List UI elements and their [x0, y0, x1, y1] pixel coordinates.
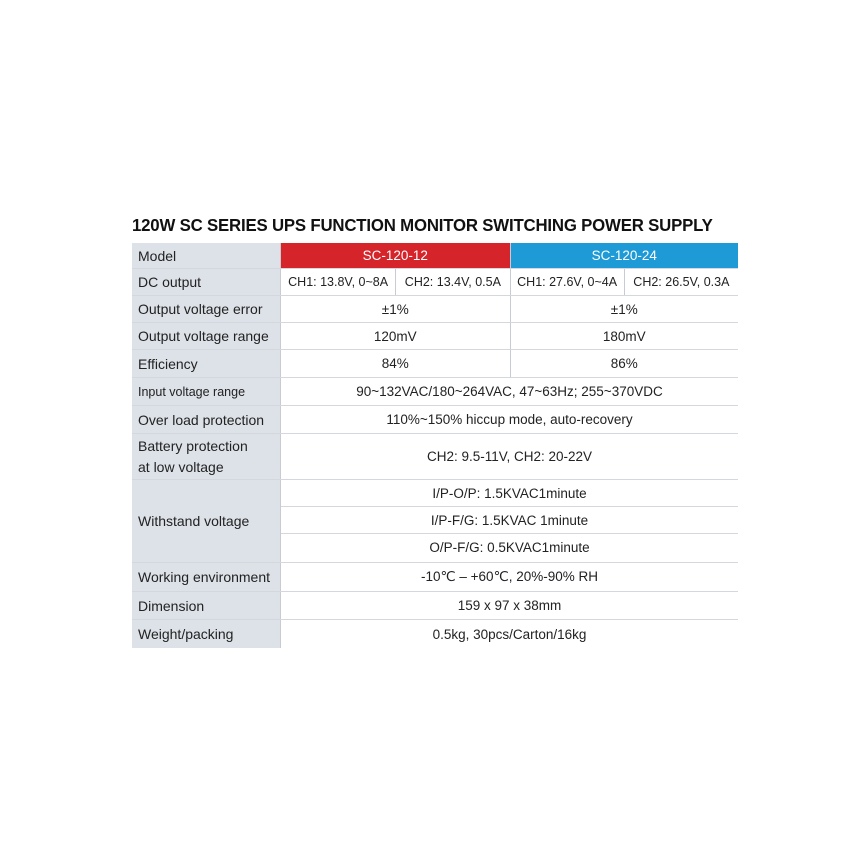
model-sc-120-12-header: SC-120-12	[281, 243, 510, 268]
battery-value: CH2: 9.5-11V, CH2: 20-22V	[426, 449, 593, 464]
efficiency-12: 84%	[381, 356, 409, 371]
table-row-model	[132, 243, 738, 269]
page-title: 120W SC SERIES UPS FUNCTION MONITOR SWITCHING POWER SUPPLY	[132, 215, 713, 235]
row-label-battery-line1: Battery protection	[138, 437, 248, 454]
table-row-weight	[132, 620, 738, 648]
dc-output-12-ch2: CH2: 13.4V, 0.5A	[395, 269, 509, 295]
row-label-battery-line2: at low voltage	[138, 458, 224, 475]
row-label-environment: Working environment	[132, 563, 280, 591]
table-row-withstand	[132, 480, 738, 563]
voltage-range-12: 120mV	[373, 328, 417, 344]
dc-output-24-ch2: CH2: 26.5V, 0.3A	[624, 269, 738, 295]
row-label-dc-output: DC output	[132, 269, 280, 295]
table-row-environment	[132, 563, 738, 592]
spec-table	[132, 243, 738, 648]
table-row-voltage-error	[132, 296, 738, 323]
row-label-voltage-range: Output voltage range	[132, 323, 280, 349]
input-range-value: 90~132VAC/180~264VAC, 47~63Hz; 255~370VDC	[356, 384, 663, 399]
voltage-error-12: ±1%	[381, 301, 409, 317]
row-label-dimension: Dimension	[132, 592, 280, 619]
weight-value: 0.5kg, 30pcs/Carton/16kg	[432, 626, 587, 642]
withstand-value-ip-op: I/P-O/P: 1.5KVAC1minute	[281, 480, 738, 507]
row-label-efficiency: Efficiency	[132, 350, 280, 377]
row-label-voltage-error: Output voltage error	[132, 296, 280, 322]
table-row-battery	[132, 434, 738, 480]
withstand-value-ip-fg: I/P-F/G: 1.5KVAC 1minute	[281, 507, 738, 534]
table-row-input-range	[132, 378, 738, 406]
environment-value: -10℃ – +60℃, 20%-90% RH	[420, 569, 599, 584]
row-label-battery	[132, 434, 280, 479]
efficiency-24: 86%	[510, 350, 739, 377]
table-row-overload	[132, 406, 738, 434]
overload-value: 110%~150% hiccup mode, auto-recovery	[386, 412, 633, 427]
table-row-dimension	[132, 592, 738, 620]
voltage-error-24: ±1%	[510, 296, 739, 322]
row-label-overload: Over load protection	[132, 406, 280, 433]
row-label-model: Model	[132, 243, 280, 268]
voltage-range-24: 180mV	[510, 323, 739, 349]
withstand-value-op-fg: O/P-F/G: 0.5KVAC1minute	[429, 540, 590, 555]
table-row-efficiency	[132, 350, 738, 378]
row-label-withstand: Withstand voltage	[132, 480, 280, 562]
dc-output-24-ch1: CH1: 27.6V, 0~4A	[510, 269, 624, 295]
model-sc-120-24-header: SC-120-24	[510, 243, 739, 268]
row-label-input-range: Input voltage range	[132, 378, 280, 405]
table-row-dc-output	[132, 269, 738, 296]
table-row-voltage-range	[132, 323, 738, 350]
row-label-weight: Weight/packing	[132, 620, 280, 648]
dimension-value: 159 x 97 x 38mm	[457, 598, 562, 613]
dc-output-12-ch1: CH1: 13.8V, 0~8A	[288, 275, 389, 289]
